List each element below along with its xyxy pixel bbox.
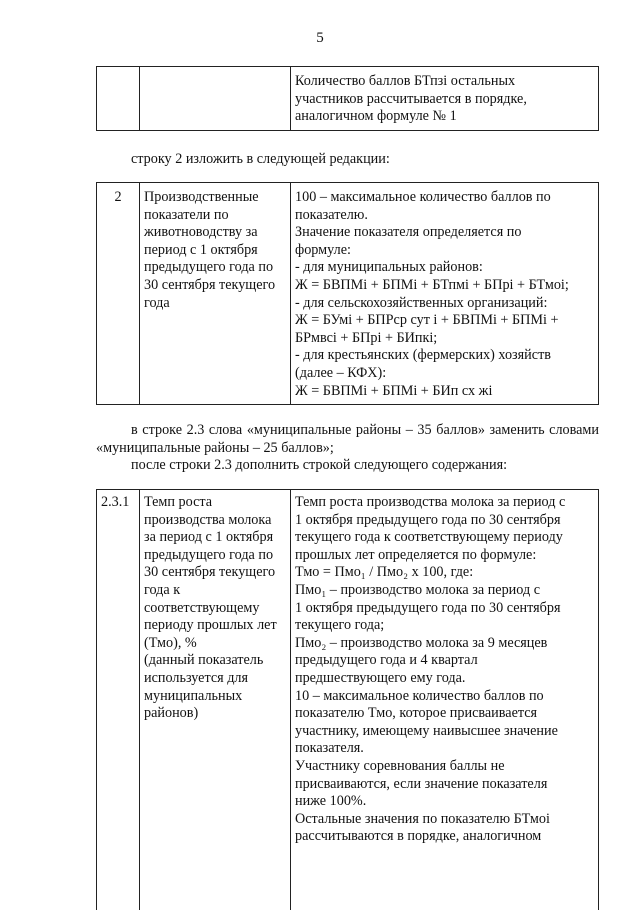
row-description-cell: Количество баллов БТпзi остальных участников рассчитывается в порядке, аналогичном формуле № 1 [291, 67, 599, 131]
row-number-cell: 2.3.1 [97, 490, 140, 910]
table-row [97, 183, 599, 405]
row-number-cell [97, 67, 140, 131]
table-row-2-3-1 [96, 489, 599, 910]
row-name-cell: Производственные показатели по животноводству за период с 1 октября предыдущего года по 30 сентября текущего года [140, 183, 291, 405]
row-description-cell: Темп роста производства молока за период с 1 октября предыдущего года по 30 сентября текущего года к соответствующему периоду прошлых лет определяется по формуле: Тмо = Пмо₁ / Пмо₂ х 100, где: Пмо₁ – производство молока за период с 1 октября предыдущего года по 30 сентября текущего года; Пмо₂ – производство молока за 9 месяцев предыдущего года и 4 квартал предшествующего ему года. 10 – максимальное количество баллов по показателю Тмо, которое присваивается участнику, имеющему наивысшее значение показателя. Участнику соревнования баллы не присваиваются, если значение показателя ниже 100%. Остальные значения по показателю БТмоi рассчитываются в порядке, аналогичном [291, 490, 599, 910]
table-row [97, 490, 599, 910]
row-number-cell: 2 [97, 183, 140, 405]
row-name-cell [140, 67, 291, 131]
paragraph-edit-row-2: строку 2 изложить в следующей редакции: [131, 151, 390, 167]
table-row-2 [96, 182, 599, 405]
paragraph-add-row: после строки 2.3 дополнить строкой следующего содержания: [131, 457, 508, 473]
page-number: 5 [316, 30, 324, 46]
paragraph-replace-words: в строке 2.3 слова «муниципальные районы – 35 баллов» заменить словами «муниципальные районы – 25 баллов»; [96, 422, 599, 456]
row-name-cell: Темп роста производства молока за период с 1 октября предыдущего года по 30 сентября текущего года к соответствующему периоду прошлых лет (Тмо), % (данный показатель используется для муниципальных районов) [140, 490, 291, 910]
row-description-cell: 100 – максимальное количество баллов по показателю. Значение показателя определяется по формуле: - для муниципальных районов: Ж = БВПМi + БПМi + БТпмi + БПрi + БТмоi; - для сельскохозяйственных организаций: Ж = БУмi + БПРср сут i + БВПМi + БПМi + БРмвсi + БПрi + БИпкi; - для крестьянских (фермерских) хозяйств (далее – КФХ): Ж = БВПМi + БПМi + БИп сх жi [291, 183, 599, 405]
table-continuation [96, 66, 599, 131]
table-row [97, 67, 599, 131]
